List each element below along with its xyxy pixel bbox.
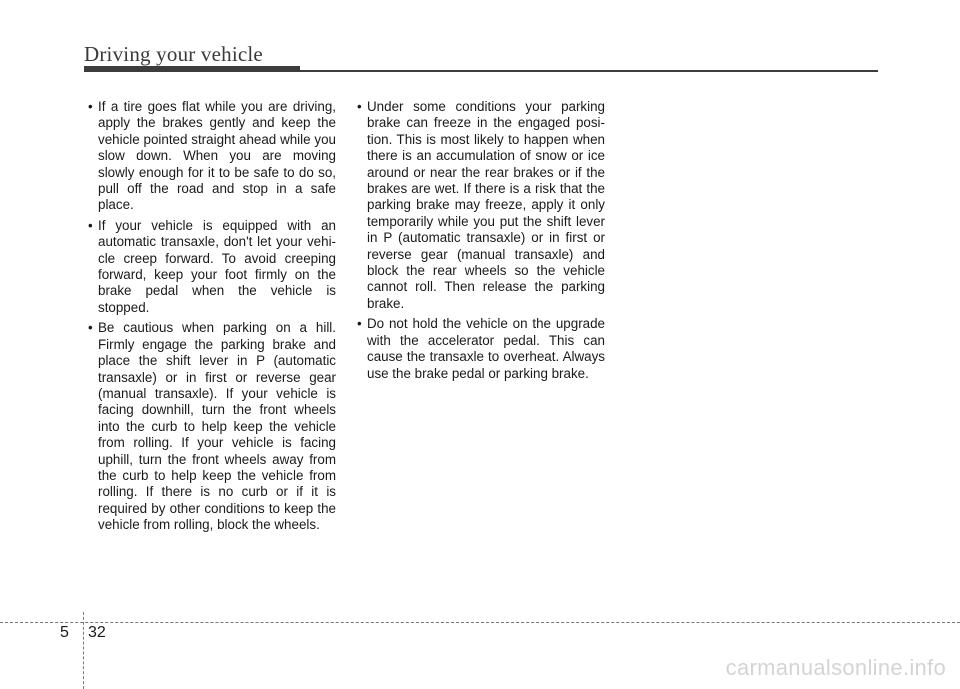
bullet-item	[84, 320, 336, 533]
page-number: 32	[88, 624, 106, 641]
chapter-number: 5	[60, 624, 69, 641]
bullet-icon: •	[88, 320, 93, 336]
bullet-text: Do not hold the vehicle on the upgrade with the accelerator pedal. This can cause the transaxle to overheat. Always use the brake pedal or parking brake.	[367, 316, 605, 381]
bullet-text: Be cautious when parking on a hill. Firmly engage the parking brake and place the shift lever in P (automatic transaxle) or in first or reverse gear (manual transaxle). If your vehicle is facing downhill, turn the front wheels into the curb to help keep the vehicle from rolling. If your vehicle is facing uphill, turn the front wheels away from the curb to help keep the vehicle from rolling. If there is no curb or if it is required by other conditions to keep the vehicle from rolling, block the wheels.	[98, 320, 336, 533]
left-column	[84, 99, 336, 538]
header-rule-thick	[84, 66, 300, 72]
page-header-title: Driving your vehicle	[84, 42, 263, 66]
bullet-icon: •	[357, 99, 362, 114]
bullet-text: Under some conditions your parking brake can freeze in the engaged posi-tion. This is most likely to happen when there is an accumulation of snow or ice around or near the rear brakes or if the brakes are wet. If there is a risk that the parking brake may freeze, apply it only temporarily while you put the shift lever in P (automatic transaxle) or in first or reverse gear (manual transaxle) and block the rear wheels so the vehicle cannot roll. Then release the parking brake.	[367, 99, 605, 311]
footer-divider	[0, 622, 960, 623]
footer-vertical-divider	[83, 612, 84, 689]
bullet-icon: •	[357, 316, 362, 332]
bullet-icon: •	[88, 217, 93, 233]
bullet-text: If your vehicle is equipped with an automatic transaxle, don't let your vehi-cle creep forward. To avoid creeping forward, keep your foot firmly on the brake pedal when the vehicle is stopped.	[98, 217, 336, 315]
header-rule-thin	[300, 70, 878, 72]
bullet-item	[353, 99, 605, 312]
watermark: carmanualsonline.info	[725, 655, 946, 680]
bullet-icon: •	[88, 99, 93, 114]
right-column	[353, 99, 605, 386]
bullet-item	[84, 218, 336, 316]
bullet-text: If a tire goes flat while you are driving, apply the brakes gently and keep the vehicle pointed straight ahead while you slow down. When you are moving slowly enough for it to be safe to do so, pull off the road and stop in a safe place.	[98, 99, 336, 213]
bullet-item	[353, 316, 605, 382]
bullet-item	[84, 99, 336, 214]
